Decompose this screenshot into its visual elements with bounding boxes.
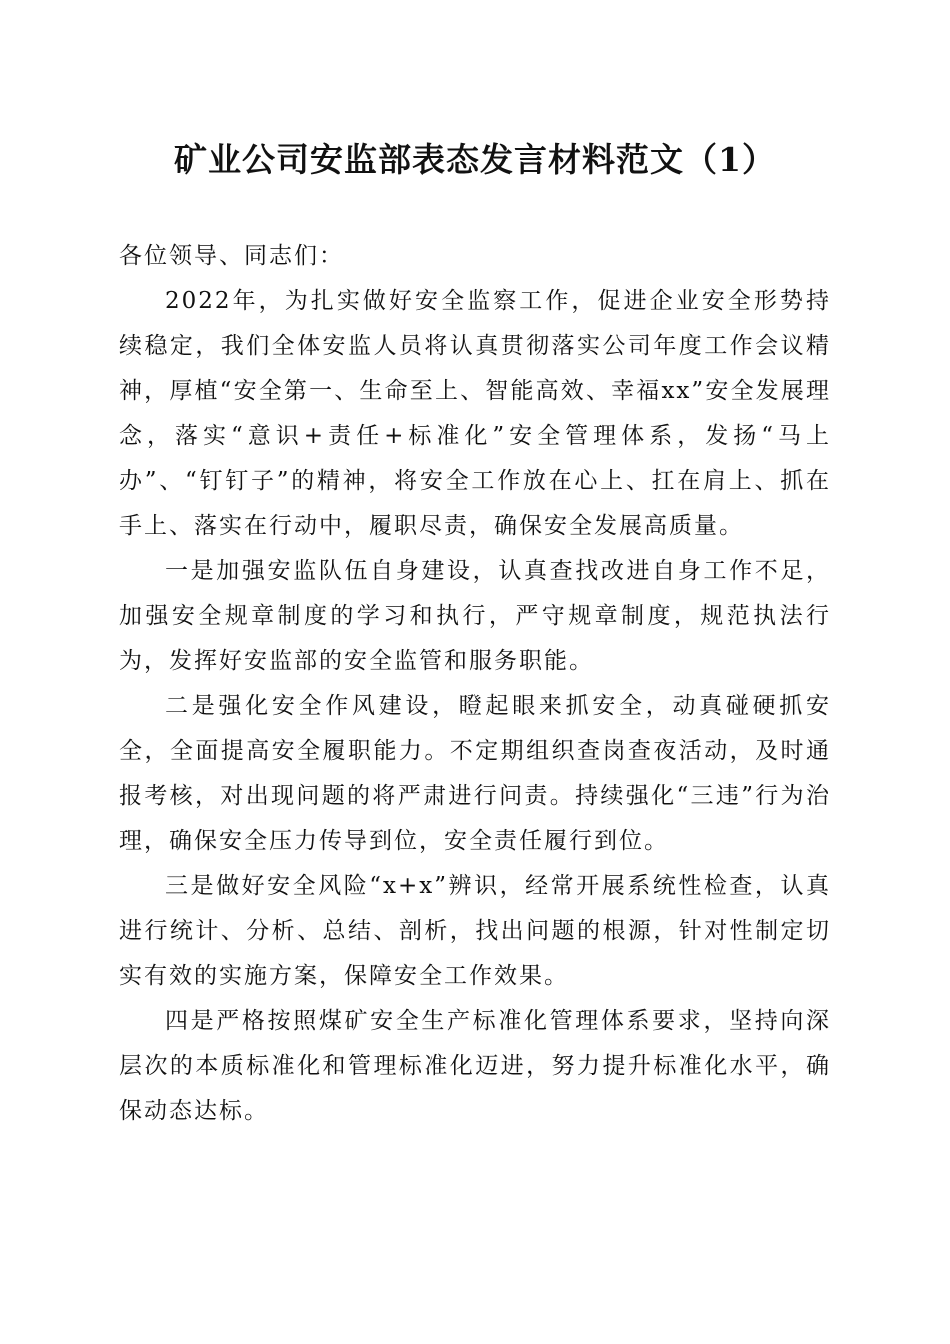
document-title: 矿业公司安监部表态发言材料范文（1） [174,140,776,179]
paragraph-point-three: 三是做好安全风险“x+x”辨识，经常开展系统性检查，认真进行统计、分析、总结、剖析，找出问题的根源，针对性制定切实有效的实施方案，保障安全工作效果。 [119,873,831,989]
document-body [119,234,831,1134]
paragraph-point-two: 二是强化安全作风建设，瞪起眼来抓安全，动真碰硬抓安全，全面提高安全履职能力。不定期组织查岗查夜活动，及时通报考核，对出现问题的将严肃进行问责。持续强化“三违”行为治理，确保安全压力传导到位，安全责任履行到位。 [119,693,831,854]
paragraph-point-four: 四是严格按照煤矿安全生产标准化管理体系要求，坚持向深层次的本质标准化和管理标准化迈进，努力提升标准化水平，确保动态达标。 [119,1008,831,1124]
paragraph-point-one: 一是加强安监队伍自身建设，认真查找改进自身工作不足，加强安全规章制度的学习和执行，严守规章制度，规范执法行为，发挥好安监部的安全监管和服务职能。 [119,558,831,674]
salutation: 各位领导、同志们： [119,243,344,269]
paragraph-intro: 2022年，为扎实做好安全监察工作，促进企业安全形势持续稳定，我们全体安监人员将认真贯彻落实公司年度工作会议精神，厚植“安全第一、生命至上、智能高效、幸福xx”安全发展理念，落实“意识+责任+标准化”安全管理体系，发扬“马上办”、“钉钉子”的精神，将安全工作放在心上、扛在肩上、抓在手上、落实在行动中，履职尽责，确保安全发展高质量。 [119,288,831,539]
